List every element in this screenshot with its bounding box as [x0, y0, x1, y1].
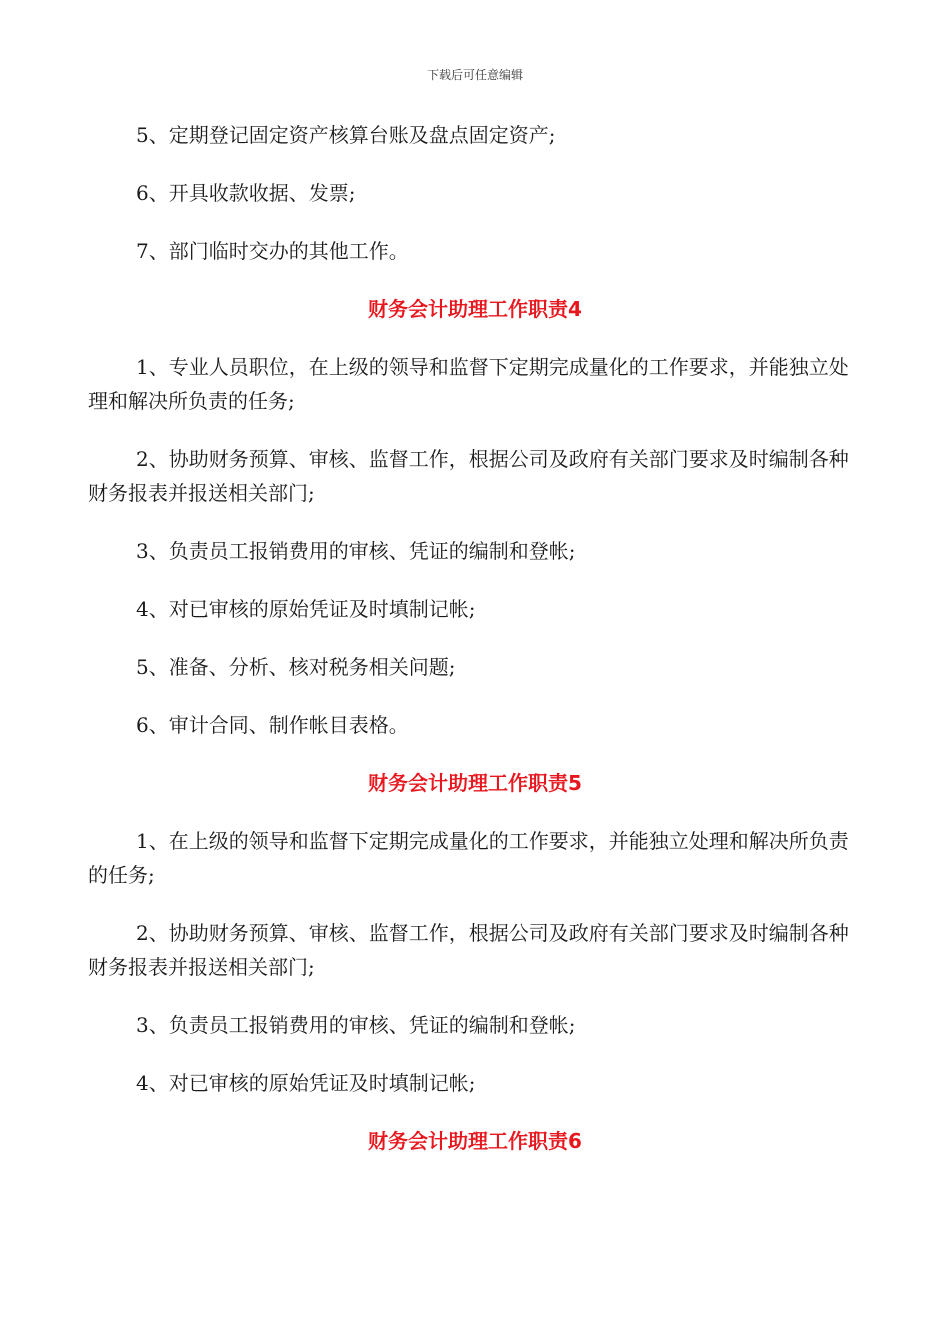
section-heading: 财务会计助理工作职责5 [368, 771, 582, 795]
section-heading: 财务会计助理工作职责4 [368, 297, 582, 321]
list-item: 1、在上级的领导和监督下定期完成量化的工作要求，并能独立处理和解决所负责的任务; [88, 829, 849, 887]
section-heading: 财务会计助理工作职责6 [368, 1129, 582, 1153]
list-item: 4、对已审核的原始凭证及时填制记帐; [136, 597, 476, 621]
list-item: 3、负责员工报销费用的审核、凭证的编制和登帐; [136, 1013, 576, 1037]
header-note: 下载后可任意编辑 [426, 68, 523, 82]
list-item: 5、定期登记固定资产核算台账及盘点固定资产; [136, 123, 556, 147]
list-item: 6、审计合同、制作帐目表格。 [136, 713, 409, 737]
list-item: 5、准备、分析、核对税务相关问题; [136, 655, 456, 679]
list-item: 1、专业人员职位，在上级的领导和监督下定期完成量化的工作要求，并能独立处理和解决所负责的任务; [88, 355, 849, 413]
list-item: 7、部门临时交办的其他工作。 [136, 239, 409, 263]
list-item: 2、协助财务预算、审核、监督工作，根据公司及政府有关部门要求及时编制各种财务报表并报送相关部门; [88, 921, 849, 979]
document-body [88, 118, 862, 1182]
list-item: 6、开具收款收据、发票; [136, 181, 356, 205]
list-item: 4、对已审核的原始凭证及时填制记帐; [136, 1071, 476, 1095]
list-item: 3、负责员工报销费用的审核、凭证的编制和登帐; [136, 539, 576, 563]
list-item: 2、协助财务预算、审核、监督工作，根据公司及政府有关部门要求及时编制各种财务报表并报送相关部门; [88, 447, 849, 505]
